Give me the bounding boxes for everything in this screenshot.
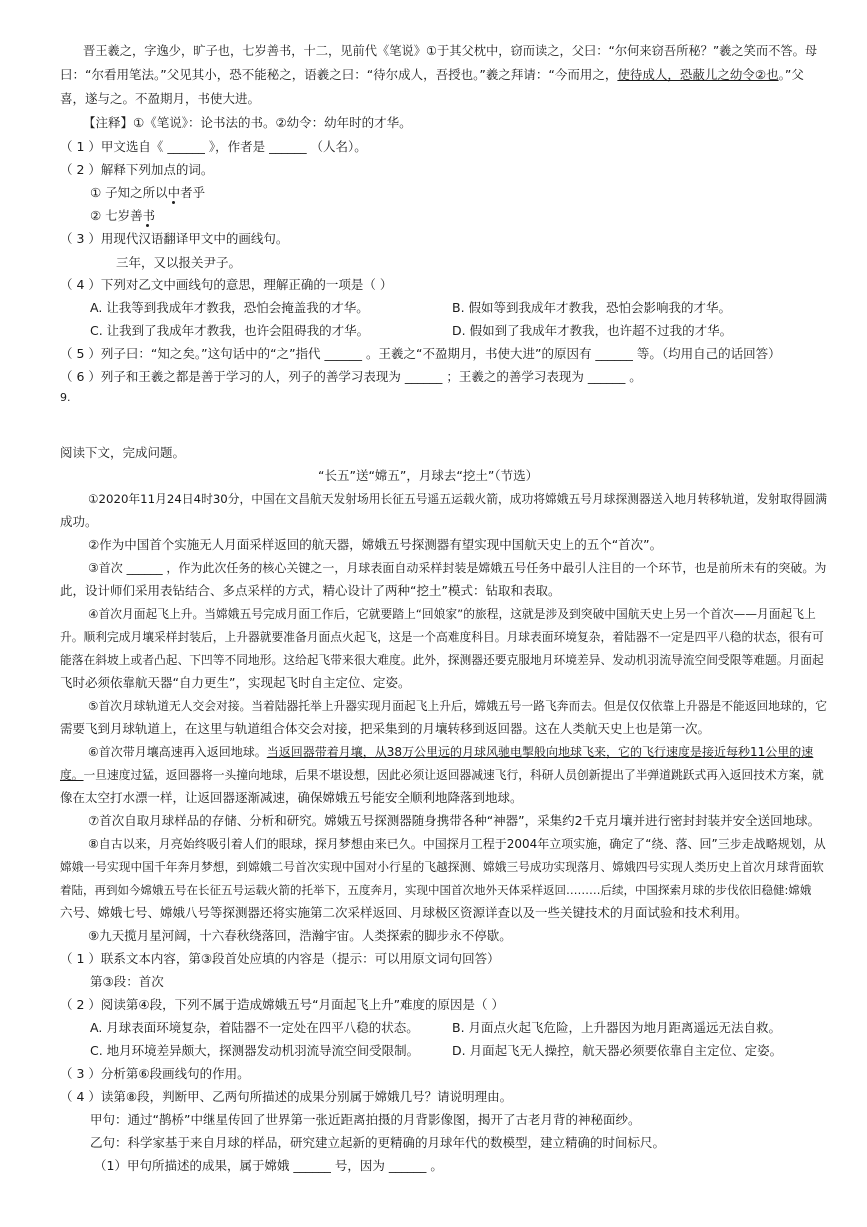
question-2-item-1: ① 子知之所以中者乎 — [90, 185, 206, 200]
sentence-jia: 甲句：通过“鹊桥”中继星传回了世界第一张近距离拍摄的月背影像图，揭开了古老月背的神秘面纱。 — [90, 1112, 641, 1127]
paragraph-1: ①2020年11月24日4时30分，中国在文昌航天发射场用长征五号遥五运载火箭，成功将嫦娥五号月球探测器送入地月转移轨道，发射取得圆满 — [88, 492, 828, 506]
question-3-sentence: 三年，又以报关尹子。 — [116, 255, 242, 270]
passage-line: 晋王羲之，字逸少，旷子也，七岁善书，十二，见前代《笔说》①于其父枕中，窃而读之，父曰：“尔何来窃吾所秘？”羲之笑而不答。母 — [83, 44, 818, 58]
passage-line: 喜，遂与之。不盈期月，书使大进。 — [60, 91, 261, 106]
question-2-item-2: ② 七岁善书 — [90, 208, 156, 223]
paragraph-8: 嫦娥一号实现中国千年奔月梦想，到嫦娥二号首次实现中国对小行星的飞越探测、嫦娥三号成功实现落月、嫦娥四号实现人类历史上首次月球背面软 — [60, 860, 824, 874]
question-2: （ 2 ）解释下列加点的词。 — [60, 162, 214, 177]
instruction: 阅读下文，完成问题。 — [60, 445, 186, 460]
passage-line — [60, 65, 804, 85]
choice-d: D. 月面起飞无人操控，航天器必须要依靠自主定位、定姿。 — [452, 1043, 783, 1058]
underlined-sentence: 当返回器带着月壤，从38万公里远的月球风驰电掣般向地球飞来，它的飞行速度是接近每秒11公里的速 — [266, 745, 814, 759]
paragraph-5: ⑤首次月球轨道无人交会对接。当着陆器托举上升器实现月面起飞上升后，嫦娥五号一路飞奔而去。但是仅仅依靠上升器是不能返回地球的，它 — [88, 699, 828, 713]
question-4: （ 4 ）下列对乙文中画线句的意思，理解正确的一项是（ ） — [60, 277, 393, 292]
question-1-answer: 第③段：首次 — [90, 974, 164, 989]
underlined-sentence: 度。 — [60, 768, 84, 782]
question-number: 9. — [60, 391, 71, 404]
underlined-sentence: 使待成人，恐蔽儿之幼令②也 — [617, 67, 779, 82]
question-1: （ 1 ）甲文选自《 ______ 》，作者是 ______ （人名）。 — [60, 139, 367, 154]
passage-text: 。”父 — [778, 67, 804, 82]
question-6: （ 6 ）列子和王羲之都是善于学习的人，列子的善学习表现为 ______ ；王羲之的善学习表现为 ______ 。 — [60, 369, 642, 384]
choice-c: C. 让我到了我成年才教我，也许会阻碍我的才华。 — [90, 323, 370, 338]
choice-c: C. 地月环境差异颇大，探测器发动机羽流导流空间受限制。 — [90, 1043, 420, 1058]
paragraph-3: ③首次 ______ ，作为此次任务的核心关键之一，月球表面自动采样封装是嫦娥五号任务中最引人注目的一个环节，也是前所未有的突破。为 — [88, 561, 827, 575]
question-3: （ 3 ）用现代汉语翻译甲文中的画线句。 — [60, 231, 289, 246]
choice-d: D. 假如到了我成年才教我，也许超不过我的才华。 — [452, 323, 733, 338]
paragraph-3: 此，设计师们采用表钻结合、多点采样的方式，精心设计了两种“挖土”模式：钻取和表取。 — [60, 583, 561, 598]
paragraph-1: 成功。 — [60, 514, 98, 529]
paragraph-4: 飞时必须依靠航天器“自力更生”，实现起飞时自主定位、定姿。 — [60, 675, 411, 690]
emphasis-dot-icon — [172, 201, 175, 204]
passage-text: 曰：“尔看用笔法。”父见其小，恐不能秘之，语羲之曰：“待尔成人，吾授也。”羲之拜请：“今而用之， — [60, 67, 618, 82]
question-4-sub-1: （1）甲句所描述的成果，属于嫦娥 ______ 号，因为 ______ 。 — [94, 1158, 443, 1173]
paragraph-9: ⑨九天揽月星河阔，十六春秋绕落回，浩瀚宇宙。人类探索的脚步永不停歇。 — [88, 928, 512, 943]
paragraph-8: ⑧自古以来，月亮始终吸引着人们的眼球，探月梦想由来已久。中国探月工程于2004年立项实施，确定了“绕、落、回”三步走战略规划，从 — [88, 837, 826, 851]
paragraph-8: 着陆，再到如今嫦娥五号在长征五号运载火箭的托举下，五度奔月，实现中国首次地外天体采样返回………后续，中国探索月球的步伐依旧稳健:嫦娥 — [60, 883, 812, 897]
paragraph-6 — [88, 742, 813, 762]
paragraph-2: ②作为中国首个实施无人月面采样返回的航天器，嫦娥五号探测器有望实现中国航天史上的五个“首次”。 — [88, 537, 663, 552]
paragraph-4: ④首次月面起飞上升。当嫦娥五号完成月面工作后，它就要踏上“回娘家”的旅程，这就是涉及到突破中国航天史上另一个首次——月面起飞上 — [88, 607, 816, 621]
question-4: （ 4 ）读第⑧段，判断甲、乙两句所描述的成果分别属于嫦娥几号？请说明理由。 — [60, 1089, 513, 1104]
paragraph-8: 六号、嫦娥七号、嫦娥八号等探测器还将实施第二次采样返回、月球极区资源详查以及一些关键技术的月面试验和技术利用。 — [60, 905, 748, 920]
annotation-note: 【注释】①《笔说》：论书法的书。②幼令：幼年时的才华。 — [83, 115, 412, 130]
choice-a: A. 月球表面环境复杂，着陆器不一定处在四平八稳的状态。 — [90, 1020, 419, 1035]
article-title: “长五”送“嫦五”，月球去“挖土”（节选） — [318, 468, 539, 483]
sentence-yi: 乙句：科学家基于来自月球的样品，研究建立起新的更精确的月球年代的数模型，建立精确的时间标尺。 — [90, 1135, 666, 1150]
question-2: （ 2 ）阅读第④段，下列不属于造成嫦娥五号“月面起飞上升”难度的原因是（ ） — [60, 997, 505, 1012]
paragraph-6 — [60, 765, 824, 785]
paragraph-4: 能落在斜坡上或者凸起、下凹等不同地形。这给起飞带来很大难度。此外，探测器还要克服地月环境差异、发动机羽流导流空间受限等难题。月面起 — [60, 653, 824, 667]
choice-b: B. 假如等到我成年才教我，恐怕会影响我的才华。 — [452, 300, 732, 315]
paragraph-4: 升。顺利完成月壤采样封装后，上升器就要准备月面点火起飞，这是一个高难度科目。月球表面环境复杂，着陆器不一定是四平八稳的状态，很有可 — [60, 630, 824, 644]
paragraph-text: 一旦速度过猛，返回器将一头撞向地球，后果不堪设想，因此必须让返回器减速飞行，科研人员创新提出了半弹道跳跃式再入返回技术方案，就 — [83, 768, 824, 782]
choice-a: A. 让我等到我成年才教我，恐怕会掩盖我的才华。 — [90, 300, 369, 315]
question-1: （ 1 ）联系文本内容，第③段首处应填的内容是（提示：可以用原文词句回答） — [60, 951, 500, 966]
question-5: （ 5 ）列子曰：“知之矣。”这句话中的“之”指代 ______ 。王羲之“不盈期月，书使大进”的原因有 ______ 等。（均用自己的话回答） — [60, 346, 781, 361]
choice-b: B. 月面点火起飞危险，上升器因为地月距离遥远无法自救。 — [452, 1020, 782, 1035]
paragraph-6: 像在太空打水漂一样，让返回器逐渐减速，确保嫦娥五号能安全顺利地降落到地球。 — [60, 790, 523, 805]
question-3: （ 3 ）分析第⑥段画线句的作用。 — [60, 1066, 250, 1081]
emphasis-dot-icon — [146, 224, 149, 227]
paragraph-5: 需要飞到月球轨道上，在这里与轨道组合体交会对接，把采集到的月壤转移到返回器。这在人类航天史上也是第一次。 — [60, 721, 711, 736]
paragraph-text: ⑥首次带月壤高速再入返回地球。 — [88, 745, 267, 759]
paragraph-7: ⑦首次自取月球样品的存储、分析和研究。嫦娥五号探测器随身携带各种“神器”，采集约2千克月壤并进行密封封装并安全送回地球。 — [88, 813, 821, 828]
